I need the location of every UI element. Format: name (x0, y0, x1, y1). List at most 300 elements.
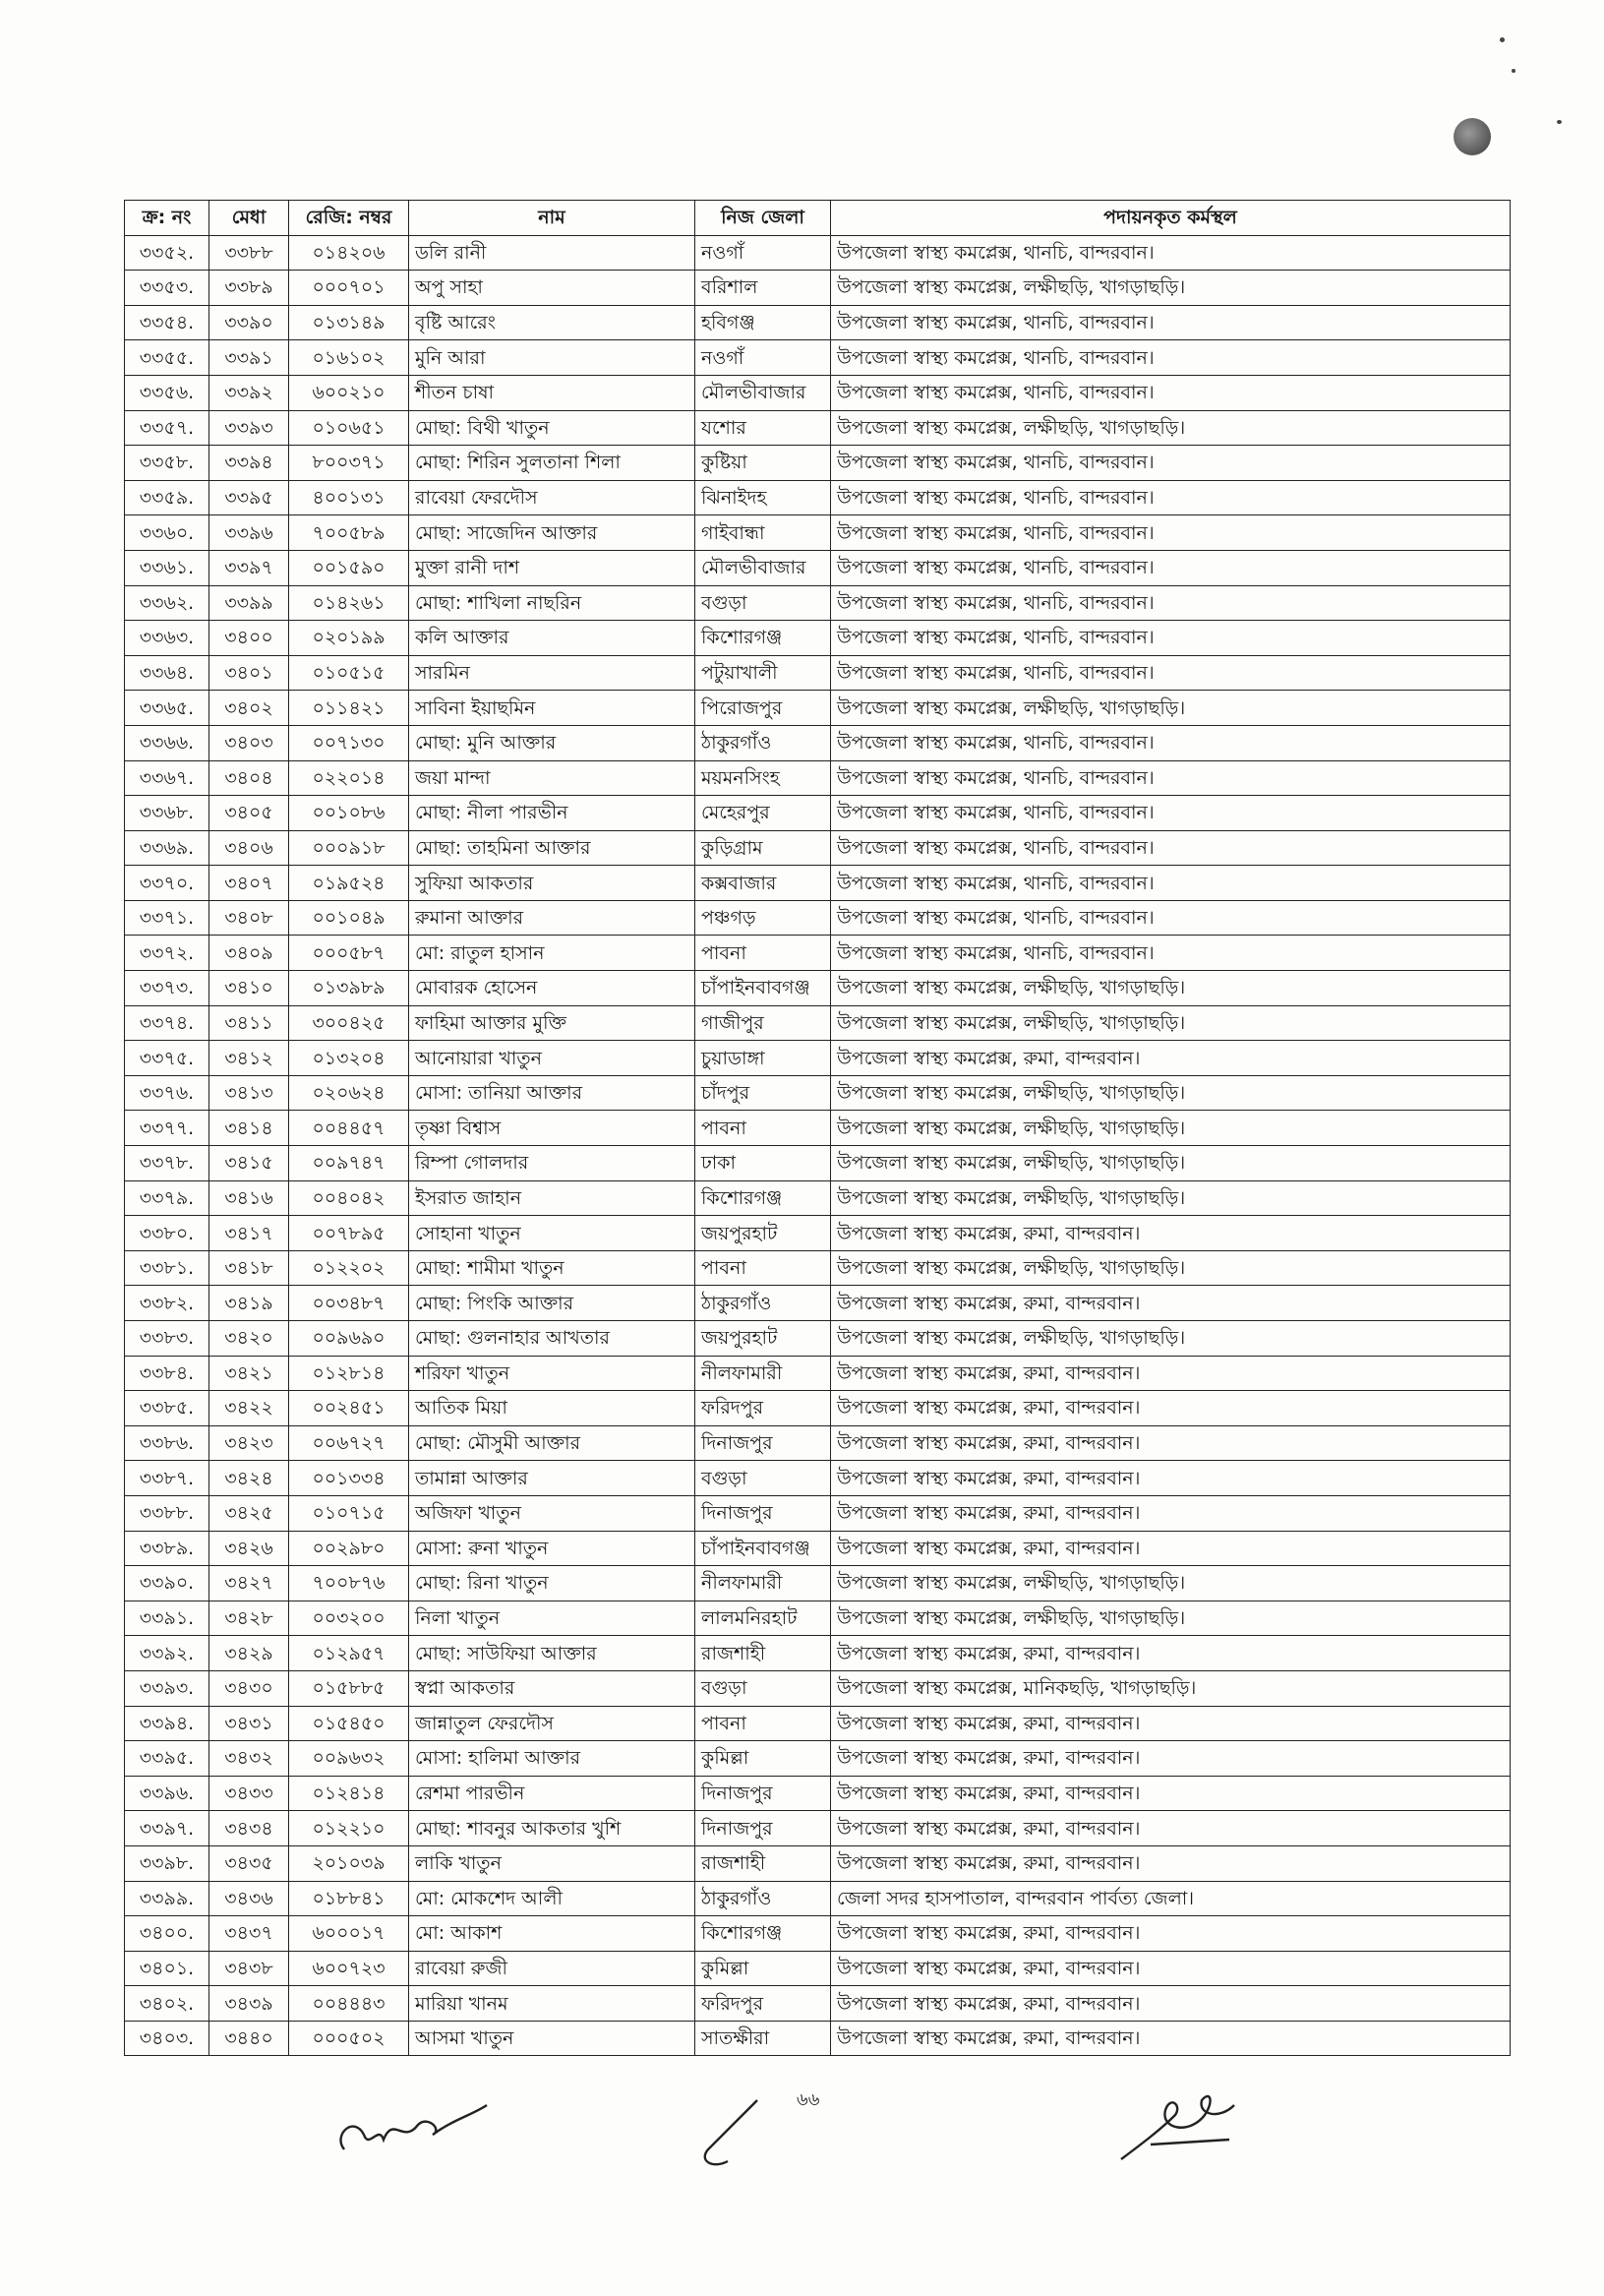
scan-speck (1557, 120, 1562, 124)
serial-cell: ৩৩৮০. (125, 1216, 209, 1251)
name-cell: সারমিন (409, 655, 695, 691)
name-cell: মারিয়া খানম (409, 1986, 695, 2022)
reg-no-cell: ০০১৫৯০ (289, 550, 409, 585)
workplace-cell: উপজেলা স্বাস্থ্য কমপ্লেক্স, রুমা, বান্দরবান। (831, 1216, 1511, 1251)
reg-no-cell: ০০৪৪৪৩ (289, 1986, 409, 2022)
name-cell: মোছা: তাহমিনা আক্তার (409, 830, 695, 866)
serial-cell: ৩৩৭১. (125, 900, 209, 936)
merit-cell: ৩৪১৪ (209, 1111, 289, 1146)
name-cell: সুফিয়া আকতার (409, 866, 695, 901)
table-row (125, 340, 1511, 376)
district-cell: নীলফামারী (695, 1566, 831, 1601)
reg-no-cell: ০১০৫১৫ (289, 655, 409, 691)
workplace-cell: উপজেলা স্বাস্থ্য কমপ্লেক্স, রুমা, বান্দরবান। (831, 1811, 1511, 1846)
serial-cell: ৩৩৫২. (125, 235, 209, 271)
district-cell: পিরোজপুর (695, 691, 831, 726)
workplace-cell: উপজেলা স্বাস্থ্য কমপ্লেক্স, থানচি, বান্দরবান। (831, 725, 1511, 760)
header-workplace: পদায়নকৃত কর্মস্থল (831, 201, 1511, 236)
name-cell: মোসা: তানিয়া আক্তার (409, 1075, 695, 1111)
merit-cell: ৩৩৯৯ (209, 585, 289, 621)
table-row (125, 1216, 1511, 1251)
workplace-cell: উপজেলা স্বাস্থ্য কমপ্লেক্স, রুমা, বান্দরবান। (831, 1951, 1511, 1986)
reg-no-cell: ০০৪৪৫৭ (289, 1111, 409, 1146)
name-cell: অপু সাহা (409, 271, 695, 306)
table-row (125, 1881, 1511, 1916)
reg-no-cell: ০০২৪৫১ (289, 1391, 409, 1426)
district-cell: বরিশাল (695, 271, 831, 306)
workplace-cell: উপজেলা স্বাস্থ্য কমপ্লেক্স, রুমা, বান্দরবান। (831, 1425, 1511, 1461)
district-cell: পটুয়াখালী (695, 655, 831, 691)
reg-no-cell: ০১৪২৬১ (289, 585, 409, 621)
name-cell: সোহানা খাতুন (409, 1216, 695, 1251)
merit-cell: ৩৪২৫ (209, 1495, 289, 1531)
district-cell: পাবনা (695, 1706, 831, 1741)
reg-no-cell: ৮০০৩৭১ (289, 446, 409, 481)
merit-cell: ৩৪১৮ (209, 1250, 289, 1286)
merit-cell: ৩৪৩৩ (209, 1776, 289, 1811)
serial-cell: ৩৩৯৫. (125, 1741, 209, 1777)
table-row (125, 410, 1511, 446)
district-cell: চাঁপাইনবাবগঞ্জ (695, 971, 831, 1006)
workplace-cell: উপজেলা স্বাস্থ্য কমপ্লেক্স, লক্ষীছড়ি, খাগড়াছড়ি। (831, 1180, 1511, 1216)
serial-cell: ৩৩৭৪. (125, 1005, 209, 1041)
district-cell: নওগাঁ (695, 235, 831, 271)
serial-cell: ৩৩৮৮. (125, 1495, 209, 1531)
district-cell: মেহেরপুর (695, 796, 831, 831)
serial-cell: ৩৩৬৯. (125, 830, 209, 866)
merit-cell: ৩৩৯৭ (209, 550, 289, 585)
workplace-cell: উপজেলা স্বাস্থ্য কমপ্লেক্স, রুমা, বান্দরবান। (831, 1636, 1511, 1671)
merit-cell: ৩৪০৪ (209, 760, 289, 796)
reg-no-cell: ০১৩২০৪ (289, 1041, 409, 1076)
serial-cell: ৩৪০০. (125, 1916, 209, 1952)
workplace-cell: উপজেলা স্বাস্থ্য কমপ্লেক্স, থানচি, বান্দরবান। (831, 340, 1511, 376)
table-row (125, 1041, 1511, 1076)
serial-cell: ৩৩৬৩. (125, 621, 209, 656)
merit-cell: ৩৪২০ (209, 1321, 289, 1357)
table-row (125, 691, 1511, 726)
district-cell: জয়পুরহাট (695, 1216, 831, 1251)
workplace-cell: উপজেলা স্বাস্থ্য কমপ্লেক্স, লক্ষীছড়ি, খাগড়াছড়ি। (831, 271, 1511, 306)
merit-cell: ৩৪২৯ (209, 1636, 289, 1671)
reg-no-cell: ০১৫৮৮৫ (289, 1670, 409, 1706)
district-cell: বগুড়া (695, 1670, 831, 1706)
table-row (125, 375, 1511, 410)
merit-cell: ৩৪৩৯ (209, 1986, 289, 2022)
workplace-cell: উপজেলা স্বাস্থ্য কমপ্লেক্স, লক্ষীছড়ি, খাগড়াছড়ি। (831, 691, 1511, 726)
reg-no-cell: ০০১০৪৯ (289, 900, 409, 936)
name-cell: আতিক মিয়া (409, 1391, 695, 1426)
district-cell: ঠাকুরগাঁও (695, 1286, 831, 1321)
name-cell: মোছা: সাজেদিন আক্তার (409, 515, 695, 551)
name-cell: জান্নাতুল ফেরদৌস (409, 1706, 695, 1741)
name-cell: মো: মোকশেদ আলী (409, 1881, 695, 1916)
name-cell: মোছা: শামীমা খাতুন (409, 1250, 695, 1286)
name-cell: মোবারক হোসেন (409, 971, 695, 1006)
reg-no-cell: ০০২৯৮০ (289, 1531, 409, 1566)
name-cell: রাবেয়া রুজী (409, 1951, 695, 1986)
merit-cell: ৩৪১৬ (209, 1180, 289, 1216)
table-row (125, 1670, 1511, 1706)
serial-cell: ৩৩৯১. (125, 1601, 209, 1636)
name-cell: মোসা: হালিমা আক্তার (409, 1741, 695, 1777)
workplace-cell: উপজেলা স্বাস্থ্য কমপ্লেক্স, থানচি, বান্দরবান। (831, 585, 1511, 621)
name-cell: মোছা: গুলনাহার আখতার (409, 1321, 695, 1357)
workplace-cell: জেলা সদর হাসপাতাল, বান্দরবান পার্বত্য জেলা। (831, 1881, 1511, 1916)
workplace-cell: উপজেলা স্বাস্থ্য কমপ্লেক্স, রুমা, বান্দরবান। (831, 1391, 1511, 1426)
district-cell: বগুড়া (695, 585, 831, 621)
name-cell: অজিফা খাতুন (409, 1495, 695, 1531)
name-cell: তামান্না আক্তার (409, 1461, 695, 1496)
reg-no-cell: ৬০০৭২৩ (289, 1951, 409, 1986)
reg-no-cell: ০১৫৪৫০ (289, 1706, 409, 1741)
reg-no-cell: ৭০০৫৮৯ (289, 515, 409, 551)
name-cell: ফাহিমা আক্তার মুক্তি (409, 1005, 695, 1041)
merit-cell: ৩৩৮৮ (209, 235, 289, 271)
table-row (125, 1986, 1511, 2022)
merit-cell: ৩৪২৪ (209, 1461, 289, 1496)
merit-cell: ৩৪১৭ (209, 1216, 289, 1251)
name-cell: মোছা: বিথী খাতুন (409, 410, 695, 446)
serial-cell: ৩৩৬১. (125, 550, 209, 585)
serial-cell: ৩৩৯৯. (125, 1881, 209, 1916)
reg-no-cell: ৪০০১৩১ (289, 480, 409, 515)
header-reg-no: রেজি: নম্বর (289, 201, 409, 236)
merit-cell: ৩৪০৫ (209, 796, 289, 831)
workplace-cell: উপজেলা স্বাস্থ্য কমপ্লেক্স, রুমা, বান্দরবান। (831, 1845, 1511, 1881)
serial-cell: ৩৩৫৩. (125, 271, 209, 306)
reg-no-cell: ০০৯৬৯০ (289, 1321, 409, 1357)
serial-cell: ৩৩৯৩. (125, 1670, 209, 1706)
table-row (125, 830, 1511, 866)
serial-cell: ৩৩৬৫. (125, 691, 209, 726)
reg-no-cell: ০১৩১৪৯ (289, 305, 409, 340)
merit-cell: ৩৪১০ (209, 971, 289, 1006)
workplace-cell: উপজেলা স্বাস্থ্য কমপ্লেক্স, থানচি, বান্দরবান। (831, 235, 1511, 271)
district-cell: কুমিল্লা (695, 1741, 831, 1777)
district-cell: নীলফামারী (695, 1356, 831, 1391)
workplace-cell: উপজেলা স্বাস্থ্য কমপ্লেক্স, থানচি, বান্দরবান। (831, 446, 1511, 481)
reg-no-cell: ০১২৯৫৭ (289, 1636, 409, 1671)
reg-no-cell: ০০৭৮৯৫ (289, 1216, 409, 1251)
name-cell: আসমা খাতুন (409, 2021, 695, 2056)
table-row (125, 1286, 1511, 1321)
merit-cell: ৩৪১৫ (209, 1146, 289, 1181)
workplace-cell: উপজেলা স্বাস্থ্য কমপ্লেক্স, মানিকছড়ি, খাগড়াছড়ি। (831, 1670, 1511, 1706)
reg-no-cell: ০২০৬২৪ (289, 1075, 409, 1111)
merit-cell: ৩৪২২ (209, 1391, 289, 1426)
reg-no-cell: ০১৮৮৪১ (289, 1881, 409, 1916)
signature-right (1111, 2076, 1259, 2174)
punch-hole-mark (1454, 118, 1491, 155)
name-cell: মোছা: রিনা খাতুন (409, 1566, 695, 1601)
workplace-cell: উপজেলা স্বাস্থ্য কমপ্লেক্স, লক্ষীছড়ি, খাগড়াছড়ি। (831, 1146, 1511, 1181)
workplace-cell: উপজেলা স্বাস্থ্য কমপ্লেক্স, লক্ষীছড়ি, খাগড়াছড়ি। (831, 1566, 1511, 1601)
merit-cell: ৩৪০৩ (209, 725, 289, 760)
reg-no-cell: ০১২২১০ (289, 1811, 409, 1846)
workplace-cell: উপজেলা স্বাস্থ্য কমপ্লেক্স, রুমা, বান্দরবান। (831, 1495, 1511, 1531)
district-cell: চাঁপাইনবাবগঞ্জ (695, 1531, 831, 1566)
serial-cell: ৩৩৬৬. (125, 725, 209, 760)
district-cell: পাবনা (695, 1111, 831, 1146)
serial-cell: ৩৪০২. (125, 1986, 209, 2022)
table-row (125, 271, 1511, 306)
workplace-cell: উপজেলা স্বাস্থ্য কমপ্লেক্স, রুমা, বান্দরবান। (831, 1286, 1511, 1321)
district-cell: কক্সবাজার (695, 866, 831, 901)
district-cell: কিশোরগঞ্জ (695, 1180, 831, 1216)
district-cell: হবিগঞ্জ (695, 305, 831, 340)
table-row (125, 1425, 1511, 1461)
district-cell: কুমিল্লা (695, 1951, 831, 1986)
workplace-cell: উপজেলা স্বাস্থ্য কমপ্লেক্স, থানচি, বান্দরবান। (831, 550, 1511, 585)
name-cell: মো: রাতুল হাসান (409, 936, 695, 971)
scan-speck (1512, 69, 1515, 73)
table-row (125, 1146, 1511, 1181)
name-cell: লাকি খাতুন (409, 1845, 695, 1881)
district-cell: জয়পুরহাট (695, 1321, 831, 1357)
merit-cell: ৩৩৮৯ (209, 271, 289, 306)
table-row (125, 480, 1511, 515)
district-cell: নওগাঁ (695, 340, 831, 376)
table-row (125, 1531, 1511, 1566)
name-cell: বৃষ্টি আরেং (409, 305, 695, 340)
table-row (125, 1811, 1511, 1846)
merit-cell: ৩৪০৭ (209, 866, 289, 901)
serial-cell: ৩৩৭৩. (125, 971, 209, 1006)
workplace-cell: উপজেলা স্বাস্থ্য কমপ্লেক্স, থানচি, বান্দরবান। (831, 515, 1511, 551)
table-row (125, 971, 1511, 1006)
district-cell: গাইবান্ধা (695, 515, 831, 551)
merit-cell: ৩৪০২ (209, 691, 289, 726)
name-cell: শরিফা খাতুন (409, 1356, 695, 1391)
serial-cell: ৩৩৬২. (125, 585, 209, 621)
table-row (125, 1636, 1511, 1671)
table-row (125, 1180, 1511, 1216)
district-cell: ঠাকুরগাঁও (695, 1881, 831, 1916)
serial-cell: ৩৩৯৪. (125, 1706, 209, 1741)
merit-cell: ৩৪২৩ (209, 1425, 289, 1461)
reg-no-cell: ০০০৫৮৭ (289, 936, 409, 971)
district-cell: কিশোরগঞ্জ (695, 1916, 831, 1952)
workplace-cell: উপজেলা স্বাস্থ্য কমপ্লেক্স, লক্ষীছড়ি, খাগড়াছড়ি। (831, 1250, 1511, 1286)
workplace-cell: উপজেলা স্বাস্থ্য কমপ্লেক্স, থানচি, বান্দরবান। (831, 830, 1511, 866)
merit-cell: ৩৩৯৬ (209, 515, 289, 551)
merit-cell: ৩৪৩৭ (209, 1916, 289, 1952)
table-row (125, 1321, 1511, 1357)
name-cell: আনোয়ারা খাতুন (409, 1041, 695, 1076)
name-cell: কলি আক্তার (409, 621, 695, 656)
table-row (125, 550, 1511, 585)
reg-no-cell: ০১০৬৫১ (289, 410, 409, 446)
serial-cell: ৩৩৭৫. (125, 1041, 209, 1076)
table-row (125, 1005, 1511, 1041)
district-cell: মৌলভীবাজার (695, 375, 831, 410)
workplace-cell: উপজেলা স্বাস্থ্য কমপ্লেক্স, লক্ষীছড়ি, খাগড়াছড়ি। (831, 1321, 1511, 1357)
workplace-cell: উপজেলা স্বাস্থ্য কমপ্লেক্স, থানচি, বান্দরবান। (831, 480, 1511, 515)
serial-cell: ৩৩৯৬. (125, 1776, 209, 1811)
header-serial: ক্র: নং (125, 201, 209, 236)
serial-cell: ৩৩৬৭. (125, 760, 209, 796)
serial-cell: ৩৩৫৬. (125, 375, 209, 410)
table-row (125, 796, 1511, 831)
reg-no-cell: ০০১৩৩৪ (289, 1461, 409, 1496)
reg-no-cell: ৬০০২১০ (289, 375, 409, 410)
serial-cell: ৩৩৮২. (125, 1286, 209, 1321)
table-row (125, 725, 1511, 760)
district-cell: পাবনা (695, 1250, 831, 1286)
serial-cell: ৩৪০১. (125, 1951, 209, 1986)
serial-cell: ৩৩৯০. (125, 1566, 209, 1601)
serial-cell: ৩৩৬৪. (125, 655, 209, 691)
district-cell: রাজশাহী (695, 1845, 831, 1881)
header-name: নাম (409, 201, 695, 236)
table-row (125, 1776, 1511, 1811)
serial-cell: ৩৩৫৯. (125, 480, 209, 515)
name-cell: স্বপ্না আকতার (409, 1670, 695, 1706)
merit-cell: ৩৪৩৮ (209, 1951, 289, 1986)
workplace-cell: উপজেলা স্বাস্থ্য কমপ্লেক্স, থানচি, বান্দরবান। (831, 655, 1511, 691)
reg-no-cell: ০০০৯১৮ (289, 830, 409, 866)
district-cell: দিনাজপুর (695, 1776, 831, 1811)
name-cell: শীতন চাষা (409, 375, 695, 410)
merit-cell: ৩৪১৩ (209, 1075, 289, 1111)
serial-cell: ৩৩৯৭. (125, 1811, 209, 1846)
workplace-cell: উপজেলা স্বাস্থ্য কমপ্লেক্স, রুমা, বান্দরবান। (831, 1741, 1511, 1777)
name-cell: তৃষ্ণা বিশ্বাস (409, 1111, 695, 1146)
merit-cell: ৩৪০১ (209, 655, 289, 691)
reg-no-cell: ০১২৪১৪ (289, 1776, 409, 1811)
workplace-cell: উপজেলা স্বাস্থ্য কমপ্লেক্স, থানচি, বান্দরবান। (831, 900, 1511, 936)
serial-cell: ৩৩৬০. (125, 515, 209, 551)
workplace-cell: উপজেলা স্বাস্থ্য কমপ্লেক্স, থানচি, বান্দরবান। (831, 305, 1511, 340)
name-cell: সাবিনা ইয়াছমিন (409, 691, 695, 726)
table-row (125, 1845, 1511, 1881)
table-row (125, 1706, 1511, 1741)
name-cell: ইসরাত জাহান (409, 1180, 695, 1216)
serial-cell: ৩৩৫৮. (125, 446, 209, 481)
workplace-cell: উপজেলা স্বাস্থ্য কমপ্লেক্স, লক্ষীছড়ি, খাগড়াছড়ি। (831, 1601, 1511, 1636)
merit-cell: ৩৪২৭ (209, 1566, 289, 1601)
district-cell: যশোর (695, 410, 831, 446)
workplace-cell: উপজেলা স্বাস্থ্য কমপ্লেক্স, থানচি, বান্দরবান। (831, 375, 1511, 410)
merit-cell: ৩৪৩৪ (209, 1811, 289, 1846)
table-header-row (125, 201, 1511, 236)
serial-cell: ৩৪০৩. (125, 2021, 209, 2056)
name-cell: মোসা: রুনা খাতুন (409, 1531, 695, 1566)
serial-cell: ৩৩৮১. (125, 1250, 209, 1286)
district-cell: চাঁদপুর (695, 1075, 831, 1111)
serial-cell: ৩৩৫৫. (125, 340, 209, 376)
workplace-cell: উপজেলা স্বাস্থ্য কমপ্লেক্স, রুমা, বান্দরবান। (831, 1986, 1511, 2022)
serial-cell: ৩৩৮৬. (125, 1425, 209, 1461)
name-cell: রুমানা আক্তার (409, 900, 695, 936)
name-cell: রিম্পা গোলদার (409, 1146, 695, 1181)
workplace-cell: উপজেলা স্বাস্থ্য কমপ্লেক্স, রুমা, বান্দরবান। (831, 1356, 1511, 1391)
serial-cell: ৩৩৭২. (125, 936, 209, 971)
table-row (125, 515, 1511, 551)
district-cell: দিনাজপুর (695, 1425, 831, 1461)
name-cell: মোছা: মুনি আক্তার (409, 725, 695, 760)
merit-cell: ৩৪৩২ (209, 1741, 289, 1777)
workplace-cell: উপজেলা স্বাস্থ্য কমপ্লেক্স, রুমা, বান্দরবান। (831, 1706, 1511, 1741)
table-row (125, 235, 1511, 271)
reg-no-cell: ০০৩৪৮৭ (289, 1286, 409, 1321)
workplace-cell: উপজেলা স্বাস্থ্য কমপ্লেক্স, থানচি, বান্দরবান। (831, 936, 1511, 971)
serial-cell: ৩৩৬৮. (125, 796, 209, 831)
merit-cell: ৩৪৪০ (209, 2021, 289, 2056)
merit-cell: ৩৪২৮ (209, 1601, 289, 1636)
merit-cell: ৩৩৯৪ (209, 446, 289, 481)
merit-cell: ৩৪৩১ (209, 1706, 289, 1741)
district-cell: ফরিদপুর (695, 1391, 831, 1426)
table-row (125, 1916, 1511, 1952)
reg-no-cell: ০০৪০৪২ (289, 1180, 409, 1216)
header-merit: মেধা (209, 201, 289, 236)
district-cell: ঠাকুরগাঁও (695, 725, 831, 760)
reg-no-cell: ০১১৪২১ (289, 691, 409, 726)
workplace-cell: উপজেলা স্বাস্থ্য কমপ্লেক্স, লক্ষীছড়ি, খাগড়াছড়ি। (831, 1005, 1511, 1041)
merit-cell: ৩৪০০ (209, 621, 289, 656)
name-cell: মোছা: নীলা পারভীন (409, 796, 695, 831)
reg-no-cell: ০২০১৯৯ (289, 621, 409, 656)
district-cell: দিনাজপুর (695, 1811, 831, 1846)
workplace-cell: উপজেলা স্বাস্থ্য কমপ্লেক্স, রুমা, বান্দরবান। (831, 1461, 1511, 1496)
workplace-cell: উপজেলা স্বাস্থ্য কমপ্লেক্স, লক্ষীছড়ি, খাগড়াছড়ি। (831, 1111, 1511, 1146)
district-cell: ময়মনসিংহ (695, 760, 831, 796)
name-cell: রেশমা পারভীন (409, 1776, 695, 1811)
reg-no-cell: ০০৬৭২৭ (289, 1425, 409, 1461)
merit-cell: ৩৪২৬ (209, 1531, 289, 1566)
workplace-cell: উপজেলা স্বাস্থ্য কমপ্লেক্স, থানচি, বান্দরবান। (831, 760, 1511, 796)
serial-cell: ৩৩৫৭. (125, 410, 209, 446)
name-cell: মোছা: শিরিন সুলতানা শিলা (409, 446, 695, 481)
serial-cell: ৩৩৭৬. (125, 1075, 209, 1111)
table-row (125, 1391, 1511, 1426)
name-cell: মোছা: সাউফিয়া আক্তার (409, 1636, 695, 1671)
table-row (125, 1250, 1511, 1286)
serial-cell: ৩৩৭৯. (125, 1180, 209, 1216)
merit-cell: ৩৩৯৩ (209, 410, 289, 446)
reg-no-cell: ০০০৭০১ (289, 271, 409, 306)
district-cell: দিনাজপুর (695, 1495, 831, 1531)
merit-cell: ৩৪৩০ (209, 1670, 289, 1706)
district-cell: চুয়াডাঙ্গা (695, 1041, 831, 1076)
table-row (125, 621, 1511, 656)
reg-no-cell: ০১২২০২ (289, 1250, 409, 1286)
reg-no-cell: ৩০০৪২৫ (289, 1005, 409, 1041)
initial-mark (688, 2090, 777, 2179)
workplace-cell: উপজেলা স্বাস্থ্য কমপ্লেক্স, লক্ষীছড়ি, খাগড়াছড়ি। (831, 971, 1511, 1006)
merit-cell: ৩৩৯১ (209, 340, 289, 376)
table-row (125, 1601, 1511, 1636)
reg-no-cell: ০১২৮১৪ (289, 1356, 409, 1391)
serial-cell: ৩৩৯৮. (125, 1845, 209, 1881)
table-row (125, 655, 1511, 691)
district-cell: বগুড়া (695, 1461, 831, 1496)
name-cell: জয়া মান্দা (409, 760, 695, 796)
reg-no-cell: ০০১০৮৬ (289, 796, 409, 831)
merit-cell: ৩৪১৯ (209, 1286, 289, 1321)
merit-cell: ৩৩৯৫ (209, 480, 289, 515)
table-row (125, 900, 1511, 936)
table-row (125, 446, 1511, 481)
workplace-cell: উপজেলা স্বাস্থ্য কমপ্লেক্স, রুমা, বান্দরবান। (831, 1916, 1511, 1952)
merit-cell: ৩৪০৯ (209, 936, 289, 971)
workplace-cell: উপজেলা স্বাস্থ্য কমপ্লেক্স, থানচি, বান্দরবান। (831, 796, 1511, 831)
table-row (125, 760, 1511, 796)
merit-cell: ৩৪০৬ (209, 830, 289, 866)
signature-left (325, 2095, 502, 2174)
